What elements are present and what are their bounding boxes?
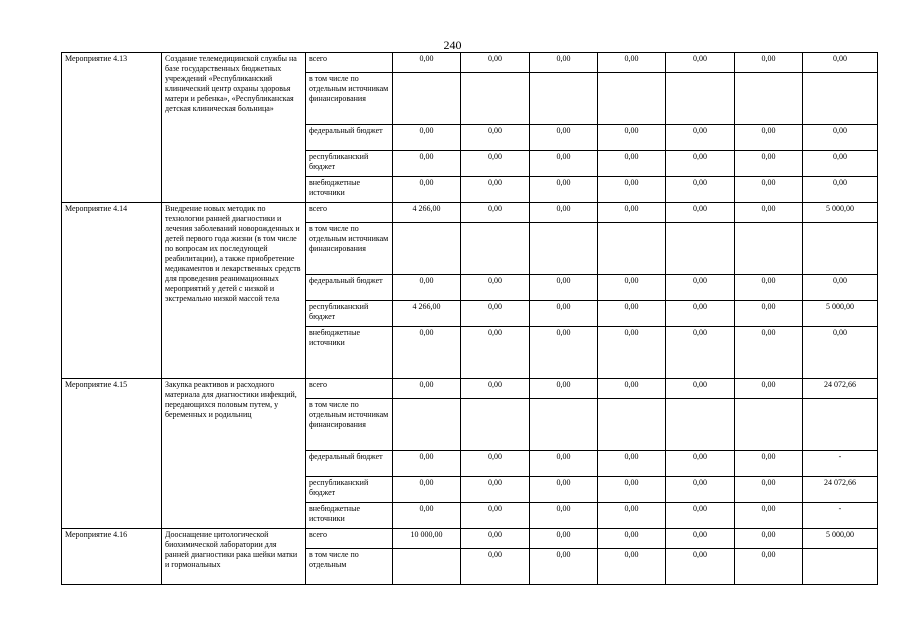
amount-cell: 0,00 [530, 53, 598, 73]
amount-cell: 0,00 [666, 177, 735, 203]
amount-cell: 0,00 [393, 379, 461, 399]
amount-cell: 0,00 [666, 275, 735, 301]
amount-cell: 0,00 [461, 379, 530, 399]
funding-source-cell: в том числе по отдельным источникам финансирования [306, 399, 393, 451]
measure-id-cell: Мероприятие 4.14 [62, 203, 162, 379]
funding-source-cell: внебюджетные источники [306, 177, 393, 203]
amount-cell [666, 73, 735, 125]
amount-cell: 0,00 [666, 327, 735, 379]
amount-cell: 0,00 [666, 125, 735, 151]
amount-cell [461, 73, 530, 125]
amount-cell [803, 73, 878, 125]
amount-cell: 0,00 [735, 327, 803, 379]
amount-cell: 0,00 [393, 177, 461, 203]
amount-cell [735, 223, 803, 275]
amount-cell: 0,00 [598, 529, 666, 549]
measure-description-cell: Внедрение новых методик по технологии ранней диагностики и лечения заболеваний новорожденных и детей первого года жизни (в том числе по вопросам их последующей реабилитации), а также приобретение медикаментов и лекарственных средств для проведения реанимационных мероприятий у детей с низкой и экстремально низкой массой тела [162, 203, 306, 379]
amount-cell: 0,00 [530, 529, 598, 549]
amount-cell: 0,00 [598, 379, 666, 399]
table-row [62, 203, 878, 223]
amount-cell: 0,00 [530, 379, 598, 399]
amount-cell: 0,00 [598, 503, 666, 529]
funding-source-cell: всего [306, 379, 393, 399]
amount-cell: 0,00 [393, 53, 461, 73]
amount-cell [393, 549, 461, 585]
amount-cell: 0,00 [803, 125, 878, 151]
amount-cell [598, 399, 666, 451]
funding-source-cell: внебюджетные источники [306, 503, 393, 529]
amount-cell: 0,00 [461, 177, 530, 203]
amount-cell: 0,00 [735, 529, 803, 549]
amount-cell [461, 223, 530, 275]
amount-cell [666, 223, 735, 275]
amount-cell: 0,00 [461, 529, 530, 549]
amount-cell: 0,00 [803, 275, 878, 301]
amount-cell: 0,00 [803, 327, 878, 379]
amount-cell: 0,00 [735, 53, 803, 73]
amount-cell [666, 399, 735, 451]
amount-cell: 0,00 [666, 151, 735, 177]
funding-source-cell: республиканский бюджет [306, 301, 393, 327]
amount-cell: 0,00 [461, 125, 530, 151]
funding-source-cell: всего [306, 53, 393, 73]
amount-cell: 0,00 [530, 177, 598, 203]
amount-cell [461, 399, 530, 451]
table-row [62, 379, 878, 399]
amount-cell [735, 73, 803, 125]
amount-cell: 0,00 [461, 275, 530, 301]
amount-cell [530, 73, 598, 125]
amount-cell: 0,00 [461, 549, 530, 585]
amount-cell: 5 000,00 [803, 203, 878, 223]
funding-source-cell: федеральный бюджет [306, 125, 393, 151]
amount-cell: 0,00 [735, 151, 803, 177]
table-row [62, 529, 878, 549]
amount-cell: 0,00 [598, 451, 666, 477]
amount-cell: 0,00 [530, 503, 598, 529]
amount-cell: 0,00 [393, 451, 461, 477]
amount-cell: 0,00 [461, 203, 530, 223]
measure-id-cell: Мероприятие 4.13 [62, 53, 162, 203]
amount-cell [803, 399, 878, 451]
amount-cell: 0,00 [461, 301, 530, 327]
amount-cell: - [803, 503, 878, 529]
amount-cell: 0,00 [666, 451, 735, 477]
funding-source-cell: в том числе по отдельным источникам финансирования [306, 73, 393, 125]
amount-cell [598, 73, 666, 125]
funding-source-cell: внебюджетные источники [306, 327, 393, 379]
amount-cell [393, 73, 461, 125]
amount-cell [393, 223, 461, 275]
amount-cell: 24 072,66 [803, 477, 878, 503]
amount-cell: 5 000,00 [803, 529, 878, 549]
amount-cell: 0,00 [666, 53, 735, 73]
amount-cell: 0,00 [803, 151, 878, 177]
funding-source-cell: федеральный бюджет [306, 275, 393, 301]
funding-source-cell: в том числе по отдельным [306, 549, 393, 585]
amount-cell: 0,00 [530, 301, 598, 327]
amount-cell: 0,00 [735, 477, 803, 503]
amount-cell: 0,00 [461, 151, 530, 177]
measure-description-cell: Закупка реактивов и расходного материала для диагностики инфекций, передающихся половым путем, у беременных и родильниц [162, 379, 306, 529]
amount-cell: 0,00 [393, 327, 461, 379]
amount-cell: 5 000,00 [803, 301, 878, 327]
amount-cell: 0,00 [666, 503, 735, 529]
amount-cell: 0,00 [735, 549, 803, 585]
amount-cell: 0,00 [803, 53, 878, 73]
amount-cell: 0,00 [735, 203, 803, 223]
amount-cell: 0,00 [530, 549, 598, 585]
measure-id-cell: Мероприятие 4.16 [62, 529, 162, 585]
amount-cell [803, 223, 878, 275]
amount-cell: 0,00 [598, 125, 666, 151]
measure-id-cell: Мероприятие 4.15 [62, 379, 162, 529]
table-row [62, 53, 878, 73]
amount-cell: 0,00 [530, 451, 598, 477]
amount-cell: 0,00 [530, 151, 598, 177]
amount-cell: 0,00 [598, 477, 666, 503]
amount-cell: 0,00 [393, 151, 461, 177]
amount-cell: 0,00 [598, 203, 666, 223]
amount-cell: 0,00 [461, 53, 530, 73]
amount-cell: 0,00 [735, 503, 803, 529]
amount-cell: 0,00 [530, 203, 598, 223]
budget-table [61, 52, 878, 585]
amount-cell: 0,00 [598, 327, 666, 379]
amount-cell: 0,00 [735, 451, 803, 477]
funding-source-cell: федеральный бюджет [306, 451, 393, 477]
amount-cell: 0,00 [598, 151, 666, 177]
measure-description-cell: Создание телемедицинской службы на базе государственных бюджетных учреждений «Республиканский клинический центр охраны здоровья матери и ребенка», «Республиканская детская клиническая больница» [162, 53, 306, 203]
funding-source-cell: всего [306, 529, 393, 549]
amount-cell: 0,00 [666, 549, 735, 585]
amount-cell: 0,00 [666, 529, 735, 549]
page-number: 240 [443, 38, 462, 52]
amount-cell: 0,00 [598, 275, 666, 301]
amount-cell: 4 266,00 [393, 301, 461, 327]
amount-cell [803, 549, 878, 585]
amount-cell: - [803, 451, 878, 477]
amount-cell: 0,00 [461, 477, 530, 503]
amount-cell: 0,00 [598, 177, 666, 203]
amount-cell: 0,00 [598, 53, 666, 73]
amount-cell: 0,00 [393, 125, 461, 151]
amount-cell: 0,00 [735, 275, 803, 301]
amount-cell: 0,00 [461, 327, 530, 379]
funding-source-cell: всего [306, 203, 393, 223]
amount-cell: 0,00 [393, 503, 461, 529]
amount-cell: 0,00 [666, 203, 735, 223]
amount-cell: 0,00 [598, 549, 666, 585]
amount-cell: 0,00 [393, 275, 461, 301]
amount-cell [393, 399, 461, 451]
amount-cell: 24 072,66 [803, 379, 878, 399]
funding-source-cell: республиканский бюджет [306, 477, 393, 503]
amount-cell: 0,00 [530, 125, 598, 151]
funding-source-cell: республиканский бюджет [306, 151, 393, 177]
amount-cell: 0,00 [461, 451, 530, 477]
amount-cell: 0,00 [393, 477, 461, 503]
amount-cell: 0,00 [598, 301, 666, 327]
funding-source-cell: в том числе по отдельным источникам финансирования [306, 223, 393, 275]
amount-cell: 4 266,00 [393, 203, 461, 223]
amount-cell: 10 000,00 [393, 529, 461, 549]
amount-cell [735, 399, 803, 451]
amount-cell: 0,00 [530, 275, 598, 301]
amount-cell: 0,00 [735, 125, 803, 151]
amount-cell: 0,00 [735, 379, 803, 399]
amount-cell: 0,00 [735, 177, 803, 203]
amount-cell: 0,00 [666, 477, 735, 503]
amount-cell: 0,00 [530, 477, 598, 503]
amount-cell: 0,00 [803, 177, 878, 203]
amount-cell [530, 223, 598, 275]
amount-cell: 0,00 [461, 503, 530, 529]
measure-description-cell: Дооснащение цитологической биохимической лаборатории для ранней диагностики рака шейки матки и гормональных [162, 529, 306, 585]
amount-cell [530, 399, 598, 451]
amount-cell: 0,00 [666, 301, 735, 327]
amount-cell: 0,00 [666, 379, 735, 399]
amount-cell: 0,00 [735, 301, 803, 327]
amount-cell: 0,00 [530, 327, 598, 379]
amount-cell [598, 223, 666, 275]
